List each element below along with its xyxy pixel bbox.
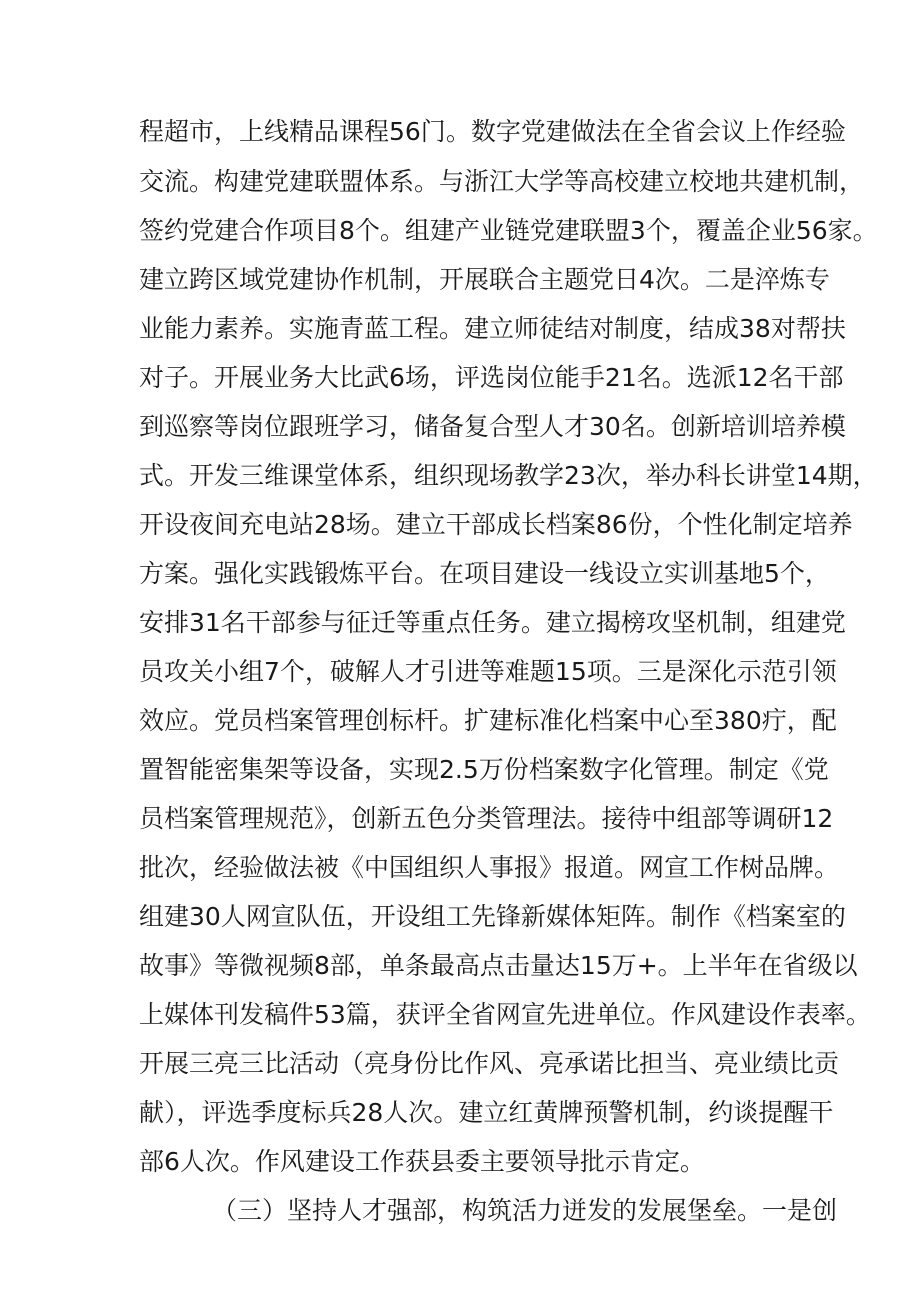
body-text-line: 组建30人网宣队伍，开设组工先锋新媒体矩阵。制作《档案室的 xyxy=(139,902,846,931)
body-text-line: 员攻关小组7个，破解人才引进等难题15项。三是深化示范引领 xyxy=(139,657,837,686)
body-text-line: 置智能密集架等设备，实现2.5万份档案数字化管理。制定《党 xyxy=(139,755,829,784)
body-text-line: 批次，经验做法被《中国组织人事报》报道。网宣工作树品牌。 xyxy=(139,853,840,882)
body-text-line: 开设夜间充电站28场。建立干部成长档案86份，个性化制定培养 xyxy=(139,510,853,539)
body-text-line: 建立跨区域党建协作机制，开展联合主题党日4次。二是淬炼专 xyxy=(139,265,830,294)
body-text-line-last: 部6人次。作风建设工作获县委主要领导批示肯定。 xyxy=(139,1147,705,1176)
body-text-line: 式。开发三维课堂体系，组织现场教学23次，举办科长讲堂14期， xyxy=(139,461,878,490)
body-text-line: 程超市，上线精品课程56门。数字党建做法在全省会议上作经验 xyxy=(139,117,846,146)
body-text-line: 对子。开展业务大比武6场，评选岗位能手21名。选派12名干部 xyxy=(139,363,844,392)
body-text-line: 签约党建合作项目8个。组建产业链党建联盟3个，覆盖企业56家。 xyxy=(139,216,878,245)
body-text-line: 献），评选季度标兵28人次。建立红黄牌预警机制，约谈提醒干 xyxy=(139,1098,834,1127)
body-text-line: 上媒体刊发稿件53篇，获评全省网宣先进单位。作风建设作表率。 xyxy=(139,1000,871,1029)
body-text-line: 故事》等微视频8部，单条最高点击量达15万+。上半年在省级以 xyxy=(139,951,858,980)
body-text-line: 方案。强化实践锻炼平台。在项目建设一线设立实训基地5个， xyxy=(139,559,830,588)
body-text-line: 业能力素养。实施青蓝工程。建立师徒结对制度，结成38对帮扶 xyxy=(139,314,846,343)
body-text-line: 安排31名干部参与征迁等重点任务。建立揭榜攻坚机制，组建党 xyxy=(139,608,846,637)
body-text-line: 效应。党员档案管理创标杆。扩建标准化档案中心至380疔，配 xyxy=(139,706,837,735)
body-text-line: 开展三亮三比活动（亮身份比作风、亮承诺比担当、亮业绩比贡 xyxy=(139,1049,840,1078)
body-text-line: 到巡察等岗位跟班学习，储备复合型人才30名。创新培训培养模 xyxy=(139,412,846,441)
body-text-line: 员档案管理规范》，创新五色分类管理法。接待中组部等调研12 xyxy=(139,804,834,833)
body-text-line: 交流。构建党建联盟体系。与浙江大学等高校建立校地共建机制， xyxy=(139,167,865,196)
section-heading-line: （三）坚持人才强部，构筑活力迸发的发展堡垒。一是创 xyxy=(212,1196,838,1225)
